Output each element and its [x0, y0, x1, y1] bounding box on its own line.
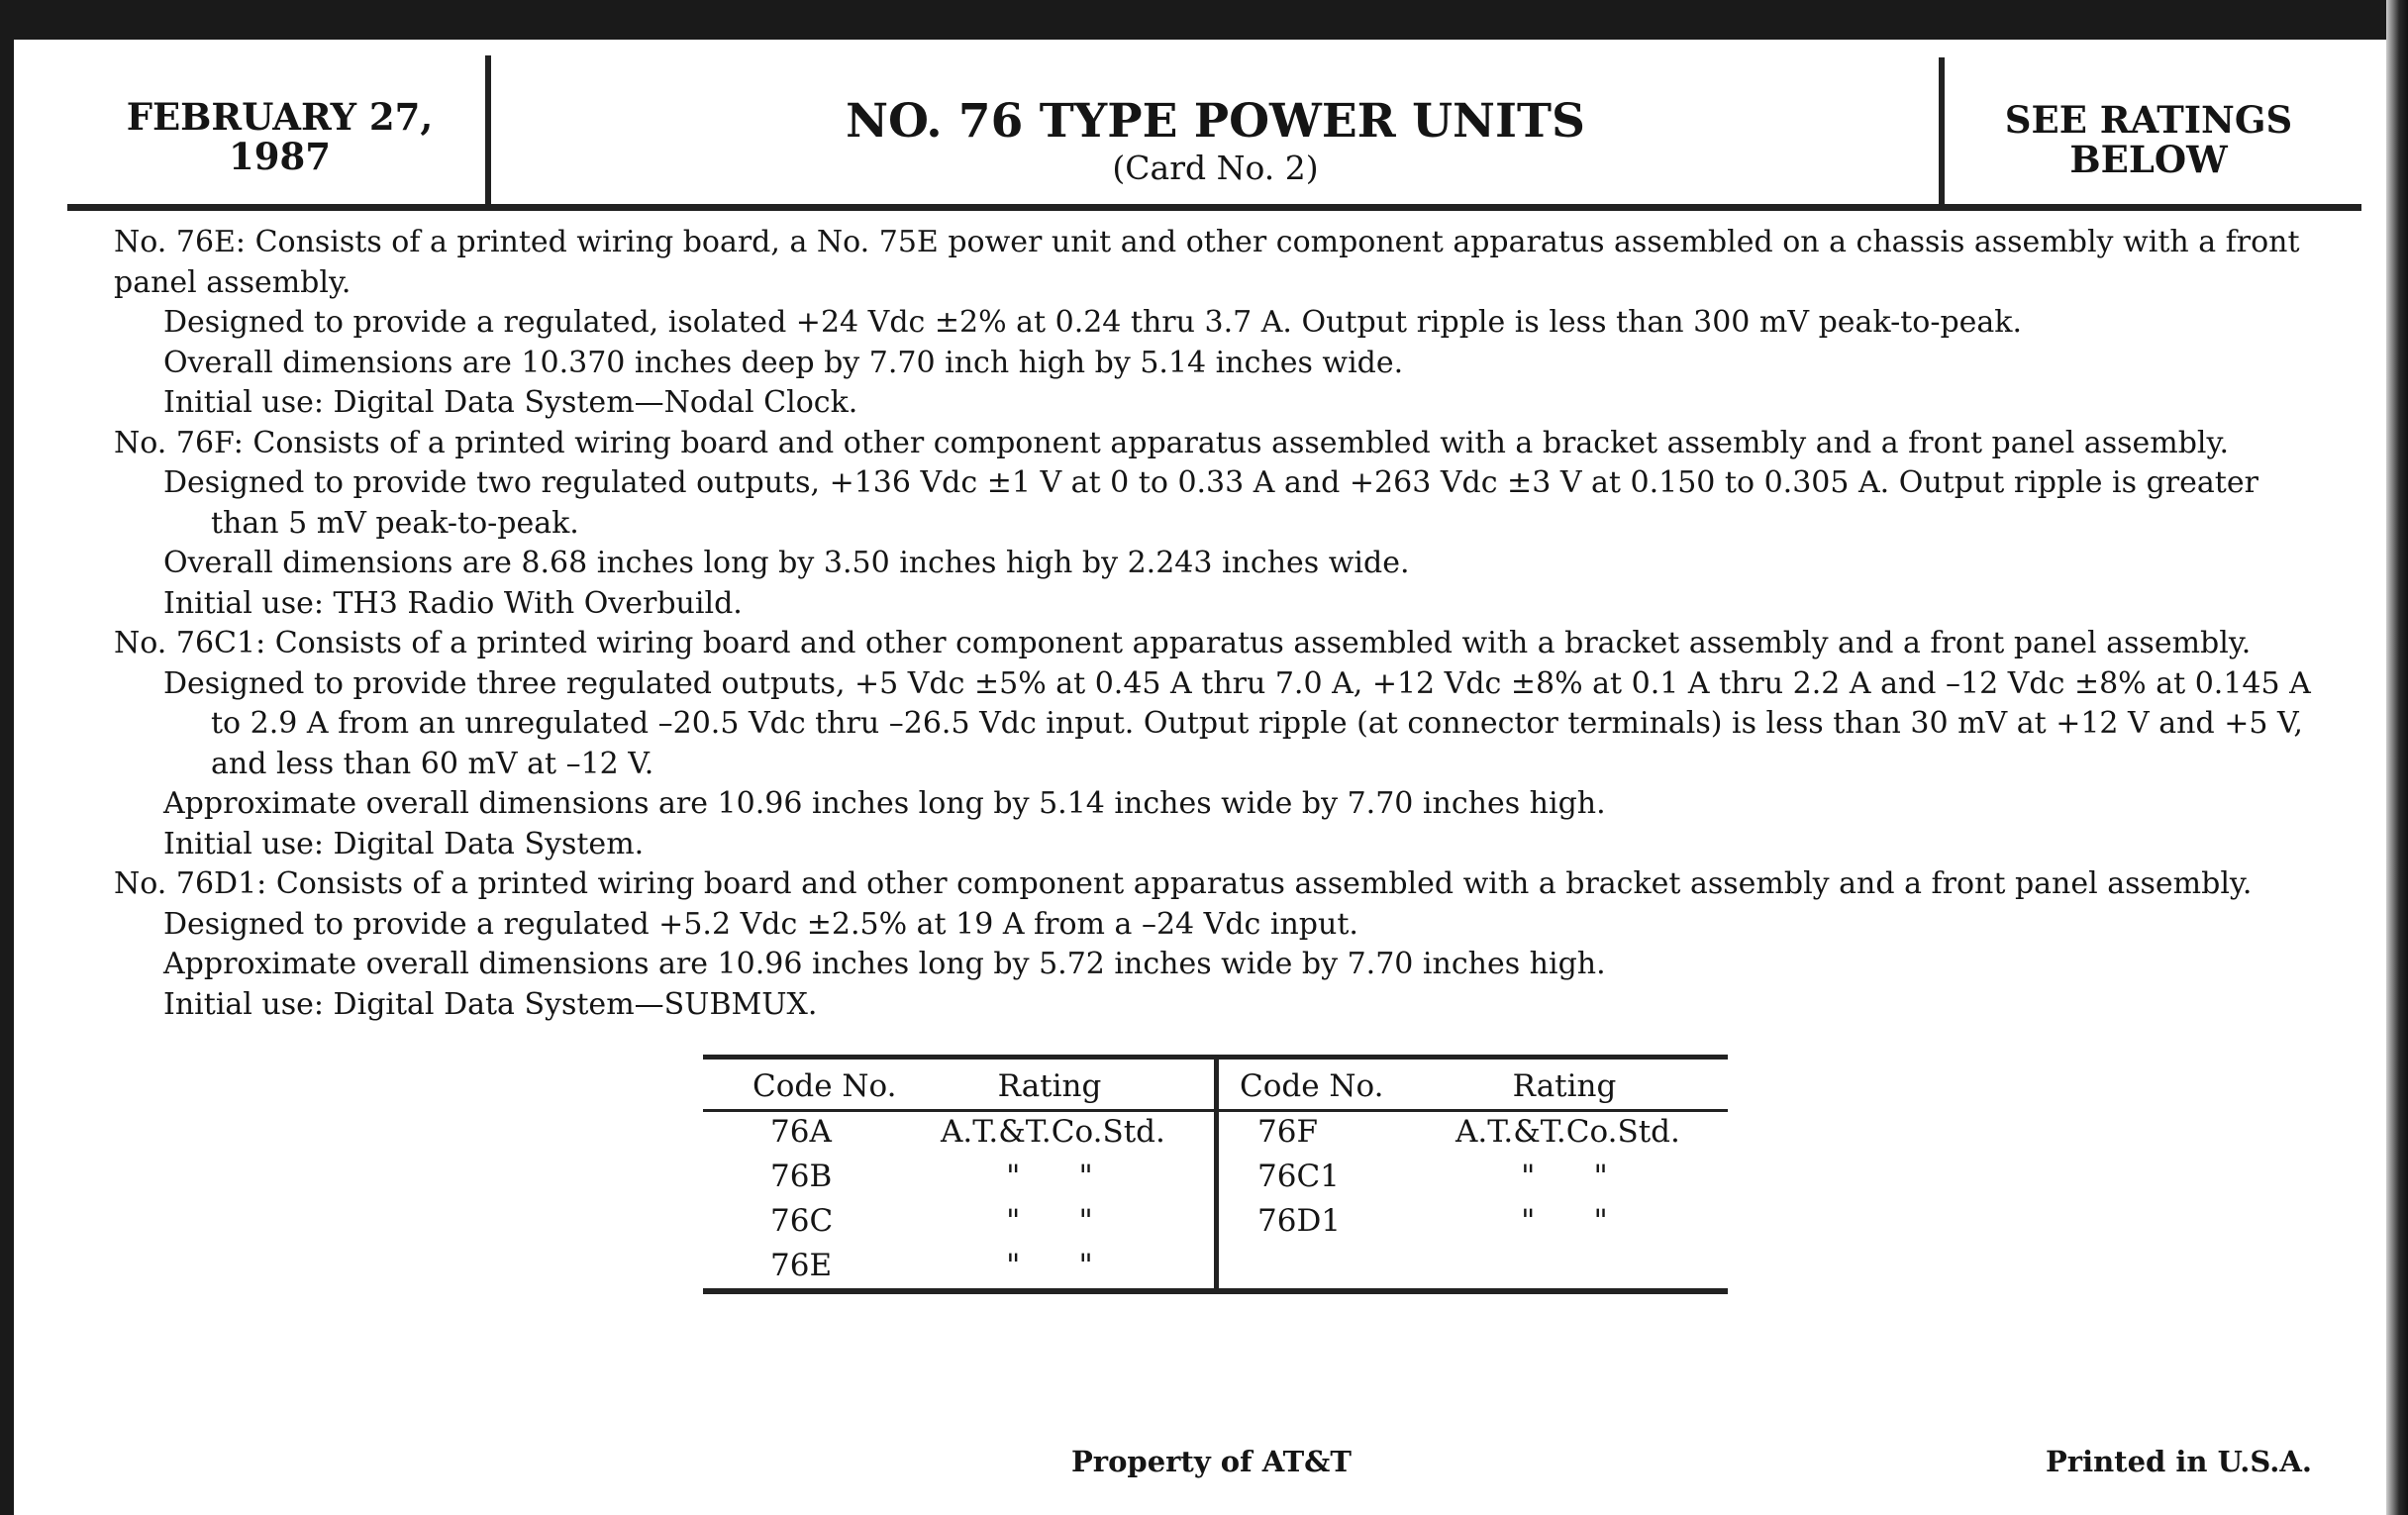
- table-cell-code: 76E: [770, 1248, 833, 1283]
- entry-detail: Designed to provide two regulated outputs, +136 Vdc ±1 V at 0 to 0.33 A and +263 Vdc ±3 V at 0.150 to 0.305 A. Output ripple is greater than 5 mV peak-to-peak.: [163, 465, 2258, 541]
- table-left-rating-column: [941, 1062, 1165, 1288]
- card-number: (Card No. 2): [1112, 149, 1319, 187]
- ratings-table: [703, 1055, 1728, 1298]
- footer-property-notice: Property of AT&T: [1071, 1445, 1352, 1478]
- footer-printed-notice: Printed in U.S.A.: [2046, 1445, 2312, 1478]
- table-center-divider: [1214, 1055, 1219, 1292]
- header-title-block: [490, 94, 1941, 187]
- header-rule: [67, 204, 2361, 211]
- scan-right-border: [2386, 0, 2408, 1515]
- entry-detail: Designed to provide a regulated +5.2 Vdc ±2.5% at 19 A from a –24 Vdc input.: [163, 906, 1358, 942]
- entry-76e: [114, 223, 2322, 424]
- table-right-code-column: [1240, 1062, 1398, 1244]
- entry-detail: Initial use: Digital Data System—SUBMUX.: [163, 986, 818, 1022]
- table-cell-rating: " ": [1006, 1159, 1093, 1194]
- table-right-rating-column: [1455, 1062, 1680, 1244]
- entry-detail: Overall dimensions are 10.370 inches deep by 7.70 inch high by 5.14 inches wide.: [163, 345, 1404, 380]
- column-header-code: Code No.: [752, 1068, 897, 1104]
- specification-text: [114, 223, 2322, 1025]
- scan-left-border: [0, 0, 14, 1515]
- page-title: NO. 76 TYPE POWER UNITS: [846, 94, 1585, 149]
- entry-detail: Initial use: TH3 Radio With Overbuild.: [163, 585, 743, 621]
- table-bottom-rule: [703, 1288, 1728, 1294]
- column-header-rating: Rating: [997, 1068, 1102, 1104]
- column-header-rating: Rating: [1512, 1068, 1617, 1104]
- entry-heading: No. 76D1: Consists of a printed wiring board and other component apparatus assembled with a bracket assembly and a front panel assembly.: [114, 866, 2253, 901]
- entry-detail: Designed to provide three regulated outputs, +5 Vdc ±5% at 0.45 A thru 7.0 A, +12 Vdc ±8% at 0.1 A thru 2.2 A and –12 Vdc ±8% at 0.145 A to 2.9 A from an unregulated –20.5 Vdc thru –26.5 Vdc input. Output ripple (at connector terminals) is less than 30 mV at +12 V and +5 V, and less than 60 mV at –12 V.: [163, 665, 2311, 781]
- entry-detail: Initial use: Digital Data System.: [163, 826, 645, 861]
- header-date: FEBRUARY 27, 1987: [126, 95, 434, 178]
- table-cell-code: 76F: [1257, 1114, 1318, 1150]
- table-cell-code: 76A: [770, 1114, 832, 1150]
- header-rating-note: SEE RATINGS BELOW: [2004, 98, 2293, 181]
- entry-detail: Overall dimensions are 8.68 inches long by 3.50 inches high by 2.243 inches wide.: [163, 546, 1410, 580]
- entry-detail: Designed to provide a regulated, isolated +24 Vdc ±2% at 0.24 thru 3.7 A. Output ripple is less than 300 mV peak-to-peak.: [163, 305, 2023, 340]
- table-left-code-column: [752, 1062, 911, 1288]
- table-cell-rating: " ": [1006, 1248, 1093, 1283]
- table-cell-rating: " ": [1521, 1159, 1608, 1194]
- table-cell-rating: A.T.&T.Co.Std.: [941, 1114, 1165, 1150]
- entry-76d1: [114, 864, 2322, 1025]
- entry-76f: [114, 424, 2322, 625]
- entry-heading: No. 76C1: Consists of a printed wiring board and other component apparatus assembled with a bracket assembly and a front panel assembly.: [114, 626, 2252, 660]
- table-cell-code: 76C: [770, 1203, 834, 1239]
- entry-detail: Approximate overall dimensions are 10.96 inches long by 5.72 inches wide by 7.70 inches high.: [163, 947, 1606, 981]
- table-cell-code: 76C1: [1257, 1159, 1340, 1194]
- entry-detail: Approximate overall dimensions are 10.96 inches long by 5.14 inches wide by 7.70 inches high.: [163, 786, 1606, 821]
- scan-top-border: [0, 0, 2408, 40]
- entry-heading: No. 76E: Consists of a printed wiring board, a No. 75E power unit and other component apparatus assembled on a chassis assembly with a front panel assembly.: [114, 225, 2300, 300]
- header-divider-right: [1939, 57, 1945, 206]
- entry-heading: No. 76F: Consists of a printed wiring board and other component apparatus assembled with a bracket assembly and a front panel assembly.: [114, 425, 2230, 460]
- table-cell-rating: A.T.&T.Co.Std.: [1455, 1114, 1680, 1150]
- column-header-code: Code No.: [1240, 1068, 1384, 1104]
- entry-detail: Initial use: Digital Data System—Nodal Clock.: [163, 385, 858, 420]
- table-cell-rating: " ": [1521, 1203, 1608, 1239]
- table-cell-code: 76B: [770, 1159, 833, 1194]
- entry-76c1: [114, 624, 2322, 864]
- table-cell-rating: " ": [1006, 1203, 1093, 1239]
- table-cell-code: 76D1: [1257, 1203, 1342, 1239]
